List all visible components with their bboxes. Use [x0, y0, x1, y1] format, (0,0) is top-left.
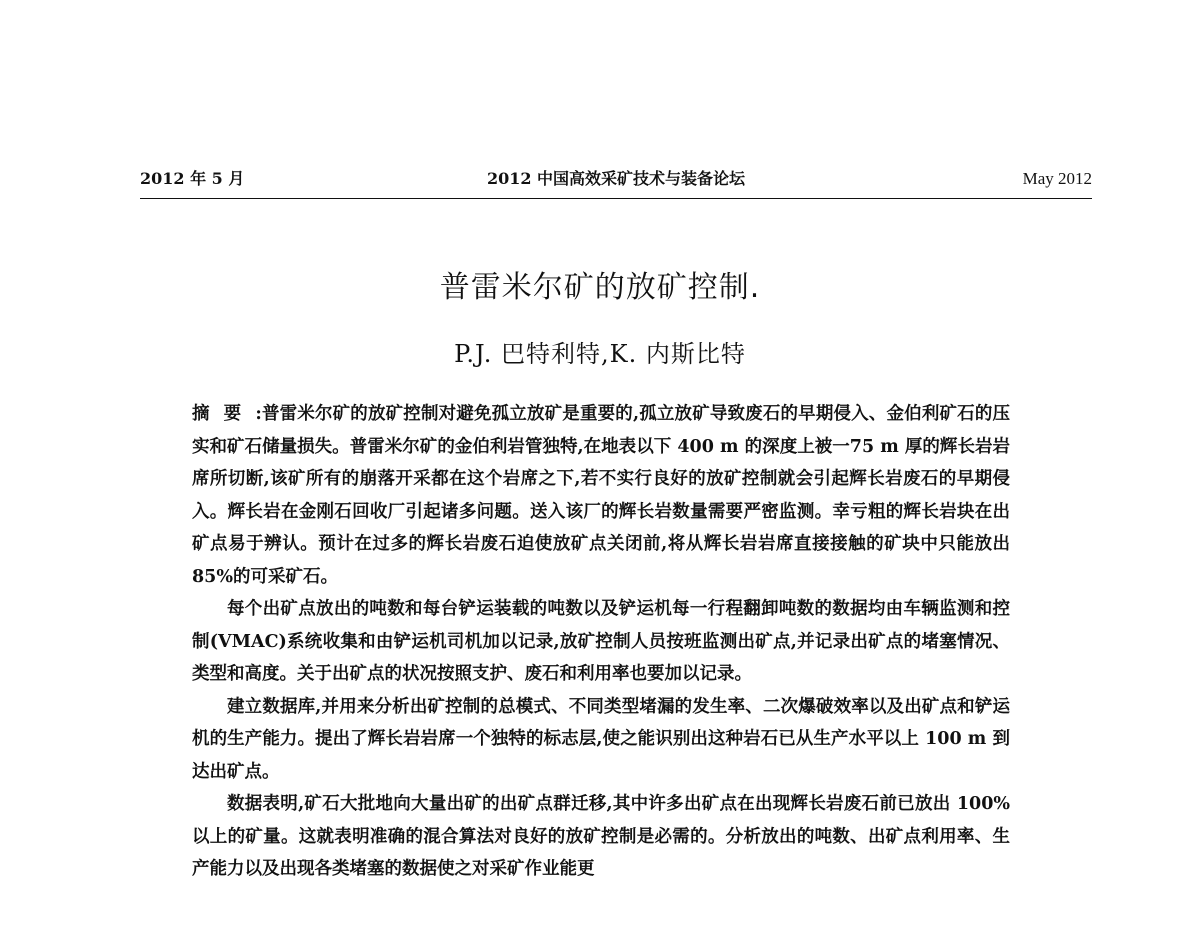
header-forum-name: 2012 中国高效采矿技术与装备论坛	[486, 169, 746, 188]
body-paragraph-2: 建立数据库,并用来分析出矿控制的总模式、不同类型堵漏的发生率、二次爆破效率以及出矿点和铲运机的生产能力。提出了辉长岩岩席一个独特的标志层,使之能识别出这种岩石已从生产水平以上 100 m 到达出矿点。	[192, 696, 1010, 782]
header-date: 2012 年 5 月	[140, 169, 245, 188]
article-body	[192, 398, 1010, 886]
body-paragraph-1: 每个出矿点放出的吨数和每台铲运装载的吨数以及铲运机每一行程翻卸吨数的数据均由车辆监测和控制(VMAC)系统收集和由铲运机司机加以记录,放矿控制人员按班监测出矿点,并记录出矿点的堵塞情况、类型和高度。关于出矿点的状况按照支护、废石和利用率也要加以记录。	[192, 599, 1010, 684]
header-rule	[140, 198, 1092, 199]
article-authors: P.J. 巴特利特,K. 内斯比特	[454, 340, 746, 368]
article-title: 普雷米尔矿的放矿控制.	[439, 270, 761, 305]
abstract-label: 摘要	[192, 404, 256, 424]
abstract-text: :普雷米尔矿的放矿控制对避免孤立放矿是重要的,孤立放矿导致废石的早期侵入、金伯利矿石的压实和矿石储量损失。普雷米尔矿的金伯利岩管独特,在地表以下 400 m 的深度上被一75 m 厚的辉长岩岩席所切断,该矿所有的崩落开采都在这个岩席之下,若不实行良好的放矿控制就会引起辉长岩废石的早期侵入。辉长岩在金刚石回收厂引起诸多问题。送入该厂的辉长岩数量需要严密监测。幸亏粗的辉长岩块在出矿点易于辨认。预计在过多的辉长岩废石迫使放矿点关闭前,将从辉长岩岩席直接接触的矿块中只能放出 85%的可采矿石。	[192, 404, 1010, 587]
header-date-english: May 2012	[1022, 169, 1092, 188]
running-header	[140, 168, 1092, 190]
body-paragraph-3: 数据表明,矿石大批地向大量出矿的出矿点群迁移,其中许多出矿点在出现辉长岩废石前已放出 100%以上的矿量。这就表明准确的混合算法对良好的放矿控制是必需的。分析放出的吨数、出矿点利用率、生产能力以及出现各类堵塞的数据使之对采矿作业能更	[192, 794, 1010, 879]
abstract-paragraph	[192, 398, 1010, 593]
